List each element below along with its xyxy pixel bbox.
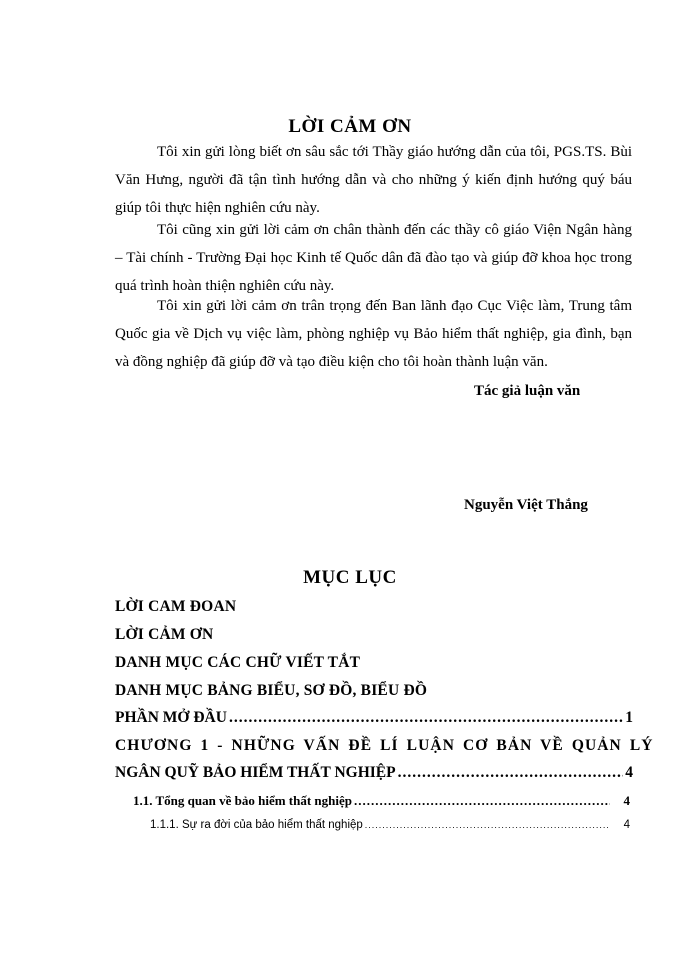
toc-entry-intro[interactable] xyxy=(115,709,633,727)
acknowledgement-paragraph-3 xyxy=(115,292,632,376)
author-label: Tác giả luận văn xyxy=(474,383,581,399)
toc-leader-dots xyxy=(354,793,609,809)
toc-entry-figures[interactable]: DANH MỤC BẢNG BIỂU, SƠ ĐỒ, BIỂU ĐỒ xyxy=(115,682,428,699)
toc-entry-chapter-1-line-1[interactable]: CHƯƠNG 1 - NHỮNG VẤN ĐỀ LÍ LUẬN CƠ BẢN VỀ QUẢN LÝ xyxy=(115,737,654,754)
toc-intro-label: PHẦN MỞ ĐẦU xyxy=(115,709,227,726)
toc-section-1-1-1-page: 4 xyxy=(623,819,630,831)
acknowledgement-heading: LỜI CẢM ƠN xyxy=(288,116,412,137)
toc-leader-dots xyxy=(365,820,608,830)
toc-section-1-1-page: 4 xyxy=(623,793,630,808)
acknowledgement-paragraph-2 xyxy=(115,216,632,300)
toc-entry-chapter-1[interactable] xyxy=(115,764,633,782)
paragraph-1-text: Tôi xin gửi lòng biết ơn sâu sắc tới Thầy giáo hướng dẫn của tôi, PGS.TS. Bùi Văn Hưng, người đã tận tình hướng dẫn và cho những ý kiến định hướng quý báu giúp tôi thực hiện nghiên cứu này. xyxy=(115,144,632,216)
toc-leader-dots xyxy=(229,709,623,727)
toc-section-1-1-label: 1.1. Tổng quan về bảo hiểm thất nghiệp xyxy=(133,793,353,808)
acknowledgement-paragraph-1 xyxy=(115,138,632,222)
paragraph-3-text: Tôi xin gửi lời cảm ơn trân trọng đến Ban lãnh đạo Cục Việc làm, Trung tâm Quốc gia về Dịch vụ việc làm, phòng nghiệp vụ Bảo hiểm thất nghiệp, gia đình, bạn và đồng nghiệp đã giúp đỡ và tạo điều kiện cho tôi hoàn thành luận văn. xyxy=(115,298,632,370)
toc-chapter-1-label: NGÂN QUỸ BẢO HIỂM THẤT NGHIỆP xyxy=(115,764,396,781)
toc-entry-section-1-1-1[interactable] xyxy=(150,819,630,831)
toc-leader-dots xyxy=(398,764,624,782)
toc-intro-page: 1 xyxy=(625,709,633,726)
toc-chapter-1-page: 4 xyxy=(625,764,633,781)
toc-section-1-1-1-label: 1.1.1. Sự ra đời của bảo hiểm thất nghiệp xyxy=(150,819,363,831)
toc-heading: MỤC LỤC xyxy=(303,567,397,588)
paragraph-2-text: Tôi cũng xin gửi lời cảm ơn chân thành đến các thầy cô giáo Viện Ngân hàng – Tài chính - Trường Đại học Kinh tế Quốc dân đã đào tạo và giúp đỡ khoa học trong quá trình hoàn thiện nghiên cứu này. xyxy=(115,222,632,294)
toc-entry-loi-cam-doan[interactable]: LỜI CAM ĐOAN xyxy=(115,598,237,615)
toc-entry-section-1-1[interactable] xyxy=(133,793,630,809)
toc-entry-abbreviations[interactable]: DANH MỤC CÁC CHỮ VIẾT TẮT xyxy=(115,654,361,671)
toc-entry-loi-cam-on[interactable]: LỜI CẢM ƠN xyxy=(115,626,214,643)
author-name: Nguyễn Việt Thắng xyxy=(464,497,588,513)
